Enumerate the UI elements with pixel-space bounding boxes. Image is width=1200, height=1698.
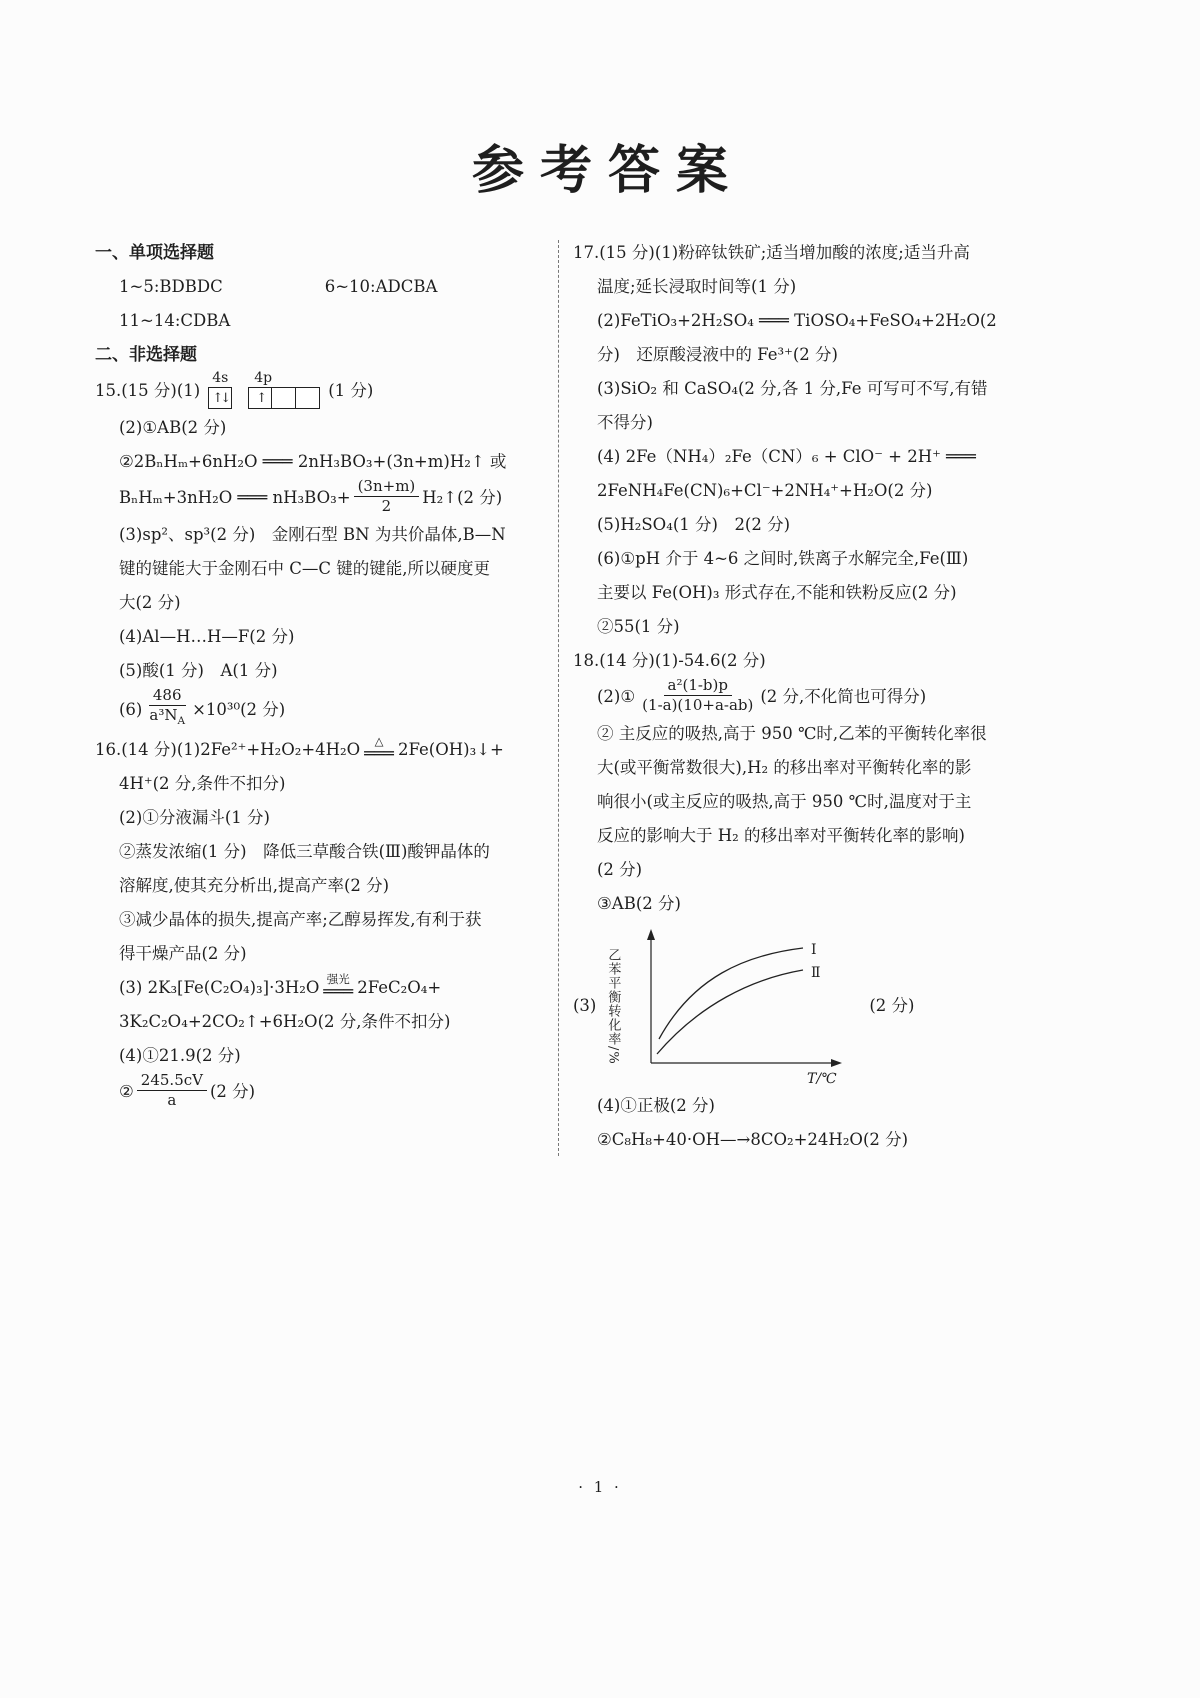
y-axis-arrow bbox=[647, 929, 655, 940]
curve-2-label: Ⅱ bbox=[811, 965, 821, 981]
equation-sign-delta bbox=[364, 735, 394, 761]
orbital-4p-row bbox=[248, 387, 320, 409]
q18-2-suffix: (2 分,不化简也可得分) bbox=[760, 687, 927, 706]
q15-number: 15.(15 分)(1) bbox=[95, 381, 201, 400]
conversion-vs-temperature-chart bbox=[604, 925, 861, 1087]
equation-lhs: BₙHₘ+3nH₂O ═══ nH₃BO₃+ bbox=[119, 488, 351, 507]
q15-answer-3-line-2: 键的键能大于金刚石中 C—C 键的键能,所以硬度更 bbox=[119, 559, 490, 578]
answers-1-5: 1~5:BDBDC bbox=[119, 277, 223, 296]
orbital-4p-box-3 bbox=[296, 387, 320, 409]
q16-answer-2-1: (2)①分液漏斗(1 分) bbox=[119, 808, 270, 827]
q16-answer-4-1: (4)①21.9(2 分) bbox=[119, 1046, 241, 1065]
equation-sign-strong-light bbox=[323, 973, 353, 999]
q18-answer-4-2: ②C₈H₈+40·OH—→8CO₂+24H₂O(2 分) bbox=[597, 1130, 909, 1149]
condition-strong-light: 强光 bbox=[326, 971, 350, 986]
page-title: 参考答案 bbox=[471, 141, 744, 201]
q18-2-prefix: (2)① bbox=[597, 687, 636, 706]
equation-rhs: 2Fe(OH)₃↓+ bbox=[398, 740, 504, 759]
equation-rhs: H₂↑(2 分) bbox=[422, 488, 503, 507]
section-heading-non-choice: 二、非选择题 bbox=[95, 345, 197, 365]
q15-answer-2-2-line-2 bbox=[95, 479, 547, 518]
page-number: · 1 · bbox=[578, 1478, 622, 1496]
q18-answer-2-1 bbox=[573, 678, 1045, 717]
section-heading-single-choice: 一、单项选择题 bbox=[95, 243, 214, 263]
q17-answer-2-line-1: (2)FeTiO₃+2H₂SO₄ ═══ TiOSO₄+FeSO₄+2H₂O(2 bbox=[597, 311, 997, 330]
orbital-4s-box: ↑↓ bbox=[208, 387, 232, 409]
q17-answer-2-line-2: 分) 还原酸浸液中的 Fe³⁺(2 分) bbox=[597, 345, 838, 364]
q17-answer-3-line-2: 不得分) bbox=[597, 413, 653, 432]
q16-answer-2-3-line-2: 得干燥产品(2 分) bbox=[119, 944, 247, 963]
q18-answer-2-2-line-1: ② 主反应的吸热,高于 950 ℃时,乙苯的平衡转化率很 bbox=[597, 724, 987, 743]
fraction-numerator: 486 bbox=[149, 686, 186, 706]
denominator-base: a³N bbox=[149, 706, 178, 724]
fraction-denominator: 2 bbox=[381, 497, 392, 515]
q18-answer-2-2-line-4: 反应的影响大于 H₂ 的移出率对平衡转化率的影响) bbox=[597, 826, 965, 845]
equation-rhs: 2FeC₂O₄+ bbox=[357, 978, 442, 997]
chart-x-axis-label: T/℃ bbox=[807, 1071, 838, 1087]
chart-canvas bbox=[621, 925, 861, 1087]
q15-answer-3-line-3: 大(2 分) bbox=[119, 593, 181, 612]
choice-answers-row-1 bbox=[95, 270, 547, 304]
q15-answer-2-2-line-1: ②2BₙHₘ+6nH₂O ═══ 2nH₃BO₃+(3n+m)H₂↑ 或 bbox=[119, 452, 507, 471]
q18-line-1: 18.(14 分)(1)-54.6(2 分) bbox=[573, 651, 766, 670]
q18-answer-3-figure-row bbox=[573, 925, 1045, 1087]
q15-1-score: (1 分) bbox=[328, 381, 374, 400]
q16-line-1 bbox=[95, 733, 547, 767]
fraction-245-5cV-over-a bbox=[137, 1071, 207, 1110]
fraction-pressure-expression bbox=[638, 676, 757, 715]
curve-2 bbox=[657, 970, 803, 1054]
q17-answer-3-line-1: (3)SiO₂ 和 CaSO₄(2 分,各 1 分,Fe 可写可不写,有错 bbox=[597, 379, 988, 398]
column-divider bbox=[558, 240, 559, 1156]
q18-3-score: (2 分) bbox=[869, 996, 915, 1015]
fraction-3n-plus-m-over-2 bbox=[354, 477, 420, 516]
fraction-denominator: (1-a)(10+a-ab) bbox=[642, 696, 754, 714]
x-axis-arrow bbox=[831, 1059, 842, 1067]
q17-line-1: 17.(15 分)(1)粉碎钛铁矿;适当增加酸的浓度;适当升高 bbox=[573, 243, 970, 262]
q16-answer-3-line-1 bbox=[95, 971, 547, 1005]
q17-answer-5: (5)H₂SO₄(1 分) 2(2 分) bbox=[597, 515, 791, 534]
q15-answer-2-1: (2)①AB(2 分) bbox=[119, 418, 227, 437]
q16-answer-2-3-line-1: ③减少晶体的损失,提高产率;乙醇易挥发,有利于获 bbox=[119, 910, 482, 929]
q18-3-label: (3) bbox=[573, 996, 597, 1015]
orbital-diagram bbox=[208, 370, 320, 409]
q15-answer-5: (5)酸(1 分) A(1 分) bbox=[119, 661, 278, 680]
chart-y-axis-label: 乙苯平衡转化率/% bbox=[605, 947, 621, 1065]
fraction-486-over-a3NA bbox=[145, 686, 189, 731]
denominator-subscript: A bbox=[177, 715, 186, 727]
equation-lhs: 16.(14 分)(1)2Fe²⁺+H₂O₂+4H₂O bbox=[95, 740, 361, 759]
double-line: ═══ bbox=[364, 743, 394, 763]
q18-answer-2-3: ③AB(2 分) bbox=[597, 894, 681, 913]
double-line: ═══ bbox=[323, 981, 354, 1001]
q15-6-suffix: ×10³⁰(2 分) bbox=[192, 700, 286, 719]
orbital-4s-group bbox=[208, 370, 232, 409]
q15-answer-6 bbox=[95, 688, 547, 733]
q18-answer-2-2-line-3: 响很小(或主反应的吸热,高于 950 ℃时,温度对于主 bbox=[597, 792, 972, 811]
q17-answer-4-line-1: (4) 2Fe（NH₄）₂Fe（CN）₆ + ClO⁻ + 2H⁺ ═══ bbox=[597, 447, 976, 466]
orbital-4p-box-1: ↑ bbox=[248, 387, 272, 409]
q16-answer-4-2 bbox=[95, 1073, 547, 1112]
q16-line-2: 4H⁺(2 分,条件不扣分) bbox=[119, 774, 286, 793]
q18-answer-2-2-line-2: 大(或平衡常数很大),H₂ 的移出率对平衡转化率的影 bbox=[597, 758, 972, 777]
fraction-denominator: a bbox=[167, 1091, 177, 1109]
q17-line-2: 温度;延长浸取时间等(1 分) bbox=[597, 277, 797, 296]
q15-6-prefix: (6) bbox=[119, 700, 143, 719]
q16-answer-3-line-2: 3K₂C₂O₄+2CO₂↑+6H₂O(2 分,条件不扣分) bbox=[119, 1012, 451, 1031]
orbital-4s-label: 4s bbox=[212, 370, 229, 386]
q17-answer-6-line-3: ②55(1 分) bbox=[597, 617, 680, 636]
q18-answer-2-2-line-5: (2 分) bbox=[597, 860, 643, 879]
q15-answer-4: (4)Al—H…H—F(2 分) bbox=[119, 627, 295, 646]
orbital-4p-group bbox=[248, 370, 320, 409]
condition-delta: △ bbox=[374, 733, 384, 748]
left-column bbox=[95, 236, 547, 1112]
fraction-numerator: 245.5cV bbox=[137, 1071, 207, 1091]
curve-1-label: Ⅰ bbox=[811, 942, 817, 958]
q15-answer-3-line-1: (3)sp²、sp³(2 分) 金刚石型 BN 为共价晶体,B—N bbox=[119, 525, 506, 544]
orbital-4p-label: 4p bbox=[254, 370, 273, 386]
answers-11-14: 11~14:CDBA bbox=[119, 311, 231, 330]
equation-lhs: (3) 2K₃[Fe(C₂O₄)₃]·3H₂O bbox=[119, 978, 320, 997]
orbital-4p-box-2 bbox=[272, 387, 296, 409]
q17-answer-4-line-2: 2FeNH₄Fe(CN)₆+Cl⁻+2NH₄⁺+H₂O(2 分) bbox=[597, 481, 933, 500]
q17-answer-6-line-1: (6)①pH 介于 4~6 之间时,铁离子水解完全,Fe(Ⅲ) bbox=[597, 549, 969, 568]
q18-answer-4-1: (4)①正极(2 分) bbox=[597, 1096, 715, 1115]
fraction-numerator: (3n+m) bbox=[354, 477, 420, 497]
q16-4-2-prefix: ② bbox=[119, 1082, 134, 1101]
q15-line-1 bbox=[95, 372, 547, 411]
q16-4-2-suffix: (2 分) bbox=[209, 1082, 256, 1101]
curve-1 bbox=[659, 948, 803, 1039]
fraction-denominator bbox=[145, 706, 189, 731]
right-column bbox=[573, 236, 1045, 1157]
q16-answer-2-2-line-2: 溶解度,使其充分析出,提高产率(2 分) bbox=[119, 876, 390, 895]
q16-answer-2-2-line-1: ②蒸发浓缩(1 分) 降低三草酸合铁(Ⅲ)酸钾晶体的 bbox=[119, 842, 490, 861]
q17-answer-6-line-2: 主要以 Fe(OH)₃ 形式存在,不能和铁粉反应(2 分) bbox=[597, 583, 957, 602]
orbital-4s-row bbox=[208, 387, 232, 409]
answers-6-10: 6~10:ADCBA bbox=[324, 277, 438, 296]
fraction-numerator: a²(1-b)p bbox=[664, 676, 732, 696]
